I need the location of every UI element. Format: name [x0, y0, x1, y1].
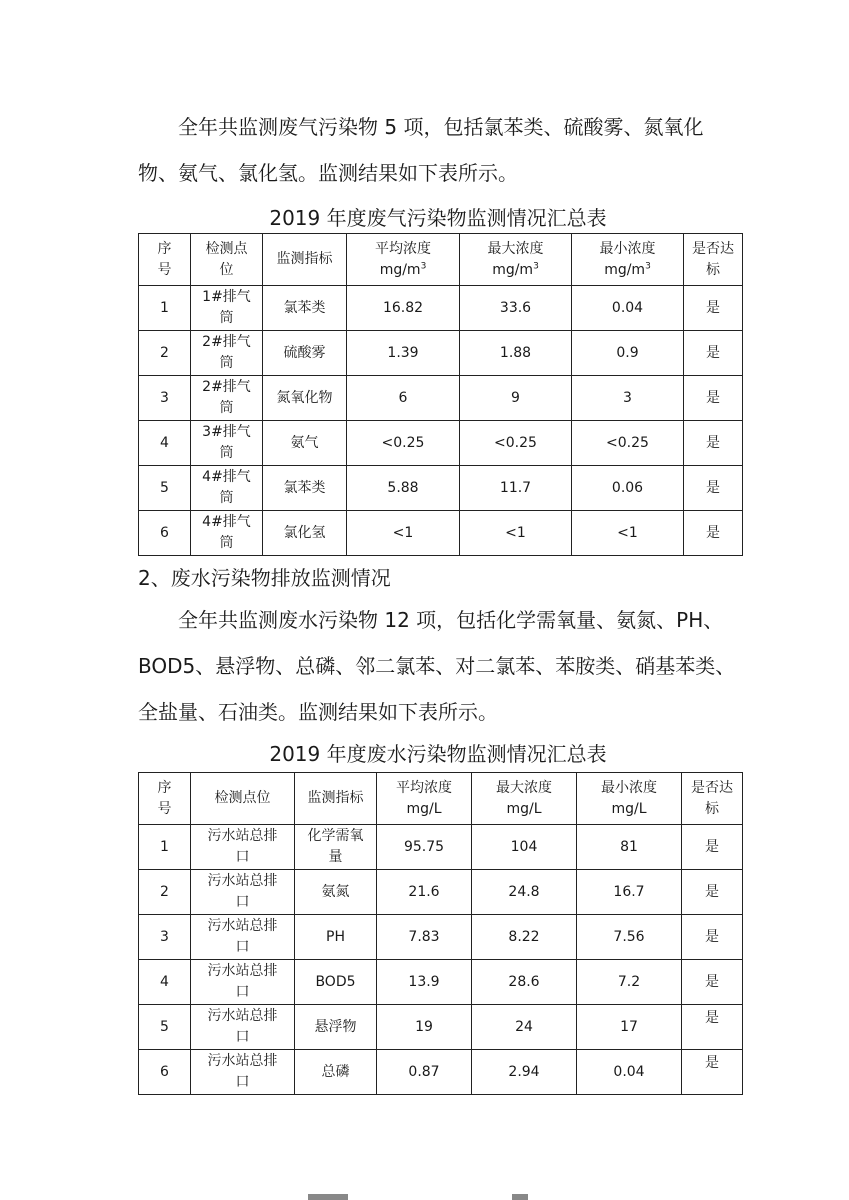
- cell-ok: 是: [684, 511, 743, 556]
- cell-point: 4#排气 筒: [191, 466, 263, 511]
- cell-min: <0.25: [572, 421, 684, 466]
- cell-avg: <0.25: [347, 421, 460, 466]
- cell-point: 1#排气 筒: [191, 286, 263, 331]
- cell-ok: 是: [682, 915, 743, 960]
- cell-indicator: 总磷: [295, 1050, 377, 1095]
- cell-seq: 4: [139, 960, 191, 1005]
- cell-min: 3: [572, 376, 684, 421]
- cell-point: 污水站总排 口: [191, 825, 295, 870]
- cell-point: 污水站总排 口: [191, 870, 295, 915]
- cell-max: 1.88: [460, 331, 572, 376]
- header-max: 最大浓度 $mg/m^3$: [460, 234, 572, 286]
- scan-edge-mark: [308, 1194, 348, 1200]
- cell-indicator: BOD5: [295, 960, 377, 1005]
- cell-max: 24: [472, 1005, 577, 1050]
- table-row: [139, 286, 743, 331]
- cell-seq: 1: [139, 286, 191, 331]
- table-row: [139, 466, 743, 511]
- table-row: [139, 960, 743, 1005]
- header-indicator: 监测指标: [295, 773, 377, 825]
- cell-seq: 2: [139, 331, 191, 376]
- cell-avg: 95.75: [377, 825, 472, 870]
- cell-point: 污水站总排 口: [191, 1050, 295, 1095]
- cell-point: 4#排气 筒: [191, 511, 263, 556]
- header-max: 最大浓度 mg/L: [472, 773, 577, 825]
- cell-ok: 是: [684, 421, 743, 466]
- table-row: [139, 915, 743, 960]
- cell-indicator: 化学需氧 量: [295, 825, 377, 870]
- cell-point: 污水站总排 口: [191, 1005, 295, 1050]
- cell-point: 2#排气 筒: [191, 376, 263, 421]
- cell-avg: 21.6: [377, 870, 472, 915]
- cell-max: 8.22: [472, 915, 577, 960]
- cell-ok: 是: [682, 825, 743, 870]
- cell-seq: 4: [139, 421, 191, 466]
- cell-avg: 6: [347, 376, 460, 421]
- header-seq: 序 号: [139, 773, 191, 825]
- cell-min: 81: [577, 825, 682, 870]
- cell-ok: 是: [684, 286, 743, 331]
- cell-max: <0.25: [460, 421, 572, 466]
- table-row: [139, 511, 743, 556]
- cell-avg: 5.88: [347, 466, 460, 511]
- cell-min: <1: [572, 511, 684, 556]
- cell-min: 0.04: [577, 1050, 682, 1095]
- cell-point: 2#排气 筒: [191, 331, 263, 376]
- cell-max: 9: [460, 376, 572, 421]
- header-min: 最小浓度 $mg/m^3$: [572, 234, 684, 286]
- gas-table-title: 2019 年度废气污染物监测情况汇总表: [269, 206, 607, 230]
- gas-table: [138, 233, 743, 556]
- table-row: [139, 870, 743, 915]
- cell-avg: 19: [377, 1005, 472, 1050]
- table-row: [139, 1050, 743, 1095]
- table-row: [139, 331, 743, 376]
- cell-seq: 5: [139, 1005, 191, 1050]
- cell-max: 24.8: [472, 870, 577, 915]
- cell-avg: 1.39: [347, 331, 460, 376]
- cell-indicator: 悬浮物: [295, 1005, 377, 1050]
- cell-indicator: 氯苯类: [263, 286, 347, 331]
- table-row: [139, 421, 743, 466]
- cell-avg: 0.87: [377, 1050, 472, 1095]
- cell-indicator: 氨气: [263, 421, 347, 466]
- cell-indicator: 氮氧化物: [263, 376, 347, 421]
- intro-gas-paragraph: [138, 104, 738, 196]
- cell-seq: 6: [139, 511, 191, 556]
- water-table-title: 2019 年度废水污染物监测情况汇总表: [269, 742, 607, 766]
- cell-avg: 13.9: [377, 960, 472, 1005]
- header-seq: 序 号: [139, 234, 191, 286]
- cell-min: 0.06: [572, 466, 684, 511]
- cell-seq: 3: [139, 376, 191, 421]
- cell-max: 33.6: [460, 286, 572, 331]
- cell-ok: 是: [682, 1005, 743, 1050]
- cell-max: 2.94: [472, 1050, 577, 1095]
- cell-point: 污水站总排 口: [191, 960, 295, 1005]
- cell-min: 0.9: [572, 331, 684, 376]
- table-row: [139, 1005, 743, 1050]
- table-row: [139, 376, 743, 421]
- cell-avg: 7.83: [377, 915, 472, 960]
- header-point: 检测点 位: [191, 234, 263, 286]
- cell-max: <1: [460, 511, 572, 556]
- cell-ok: 是: [682, 870, 743, 915]
- header-min: 最小浓度 mg/L: [577, 773, 682, 825]
- cell-max: 11.7: [460, 466, 572, 511]
- cell-point: 3#排气 筒: [191, 421, 263, 466]
- cell-indicator: 氯苯类: [263, 466, 347, 511]
- cell-ok: 是: [682, 1050, 743, 1095]
- cell-avg: 16.82: [347, 286, 460, 331]
- intro-gas-text: 全年共监测废气污染物 5 项，包括氯苯类、硫酸雾、氮氧化物、氨气、氯化氢。监测结果如下表所示。: [138, 115, 704, 185]
- cell-ok: 是: [684, 331, 743, 376]
- cell-indicator: PH: [295, 915, 377, 960]
- table-row: [139, 825, 743, 870]
- scan-edge-mark: [512, 1194, 528, 1200]
- cell-indicator: 氨氮: [295, 870, 377, 915]
- header-avg: 平均浓度 $mg/m^3$: [347, 234, 460, 286]
- cell-ok: 是: [684, 466, 743, 511]
- water-table-header-row: [139, 773, 743, 825]
- cell-seq: 5: [139, 466, 191, 511]
- cell-min: 0.04: [572, 286, 684, 331]
- cell-min: 7.2: [577, 960, 682, 1005]
- section-heading: 2、废水污染物排放监测情况: [138, 566, 391, 590]
- cell-min: 16.7: [577, 870, 682, 915]
- cell-point: 污水站总排 口: [191, 915, 295, 960]
- cell-min: 17: [577, 1005, 682, 1050]
- header-point: 检测点位: [191, 773, 295, 825]
- cell-ok: 是: [682, 960, 743, 1005]
- cell-indicator: 氯化氢: [263, 511, 347, 556]
- cell-max: 28.6: [472, 960, 577, 1005]
- intro-water-text: 全年共监测废水污染物 12 项，包括化学需氧量、氨氮、PH、BOD5、悬浮物、总磷、邻二氯苯、对二氯苯、苯胺类、硝基苯类、全盐量、石油类。监测结果如下表所示。: [138, 608, 736, 724]
- header-ok: 是否达 标: [682, 773, 743, 825]
- intro-water-paragraph: [138, 597, 738, 735]
- cell-seq: 1: [139, 825, 191, 870]
- cell-indicator: 硫酸雾: [263, 331, 347, 376]
- cell-seq: 3: [139, 915, 191, 960]
- header-ok: 是否达 标: [684, 234, 743, 286]
- header-indicator: 监测指标: [263, 234, 347, 286]
- cell-seq: 6: [139, 1050, 191, 1095]
- water-table: [138, 772, 743, 1095]
- header-avg: 平均浓度 mg/L: [377, 773, 472, 825]
- gas-table-header-row: [139, 234, 743, 286]
- cell-ok: 是: [684, 376, 743, 421]
- cell-max: 104: [472, 825, 577, 870]
- cell-seq: 2: [139, 870, 191, 915]
- cell-min: 7.56: [577, 915, 682, 960]
- cell-avg: <1: [347, 511, 460, 556]
